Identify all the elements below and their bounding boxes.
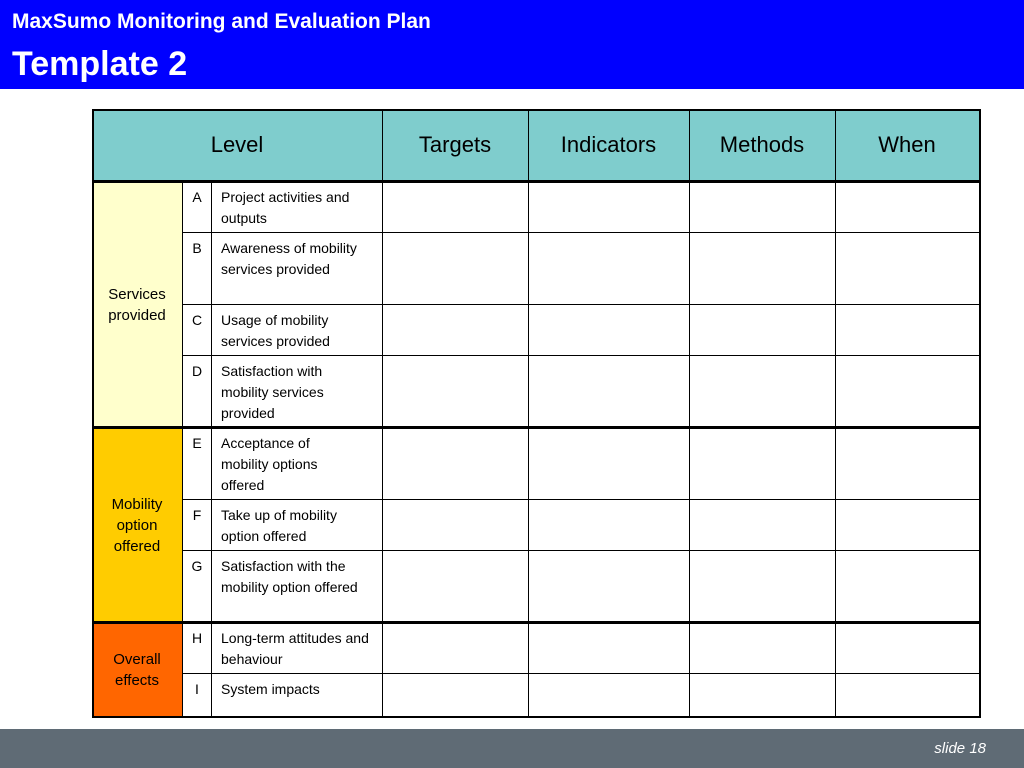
row-code: D [191,363,203,379]
row-description: Acceptance of mobility options offered [221,435,318,493]
grid-line [182,550,979,551]
grid-line [182,232,979,233]
group-overall-effects: Overall effects [92,624,182,716]
row-code: B [192,240,202,256]
column-header-indicators: Indicators [528,109,689,181]
column-header-when: When [835,109,979,181]
group-services-provided: Services provided [92,182,182,427]
row-description: Project activities and outputs [221,189,350,226]
slide-header [0,0,1024,89]
row-description: Long-term attitudes and behaviour [221,630,369,667]
grid-line [689,109,690,716]
row-code: F [192,507,202,523]
grid-line [182,673,979,674]
grid-line [182,355,979,356]
row-description: Awareness of mobility services provided [221,240,357,277]
row-code: A [192,189,202,205]
group-separator [92,426,981,429]
group-mobility-option-offered: Mobility option offered [92,429,182,622]
header-separator [92,180,981,183]
grid-line [182,182,183,716]
grid-line [382,109,383,716]
grid-line [182,304,979,305]
slide-subtitle: MaxSumo Monitoring and Evaluation Plan [12,10,431,33]
column-header-level: Level [92,109,382,181]
grid-line [182,499,979,500]
row-code: H [191,630,203,646]
grid-line [835,109,836,716]
slide-footer [0,729,1024,768]
slide-number: slide 18 [934,740,986,757]
column-header-methods: Methods [689,109,835,181]
row-description: Satisfaction with the mobility option offered [221,558,358,595]
grid-line [211,182,212,716]
group-separator [92,621,981,624]
row-code: E [192,435,202,451]
column-header-targets: Targets [382,109,528,181]
row-code: I [195,681,199,697]
monitoring-plan-table [92,109,981,718]
row-description: Satisfaction with mobility services provided [221,363,324,421]
row-description: Take up of mobility option offered [221,507,337,544]
row-description: Usage of mobility services provided [221,312,330,349]
row-code: G [191,558,203,574]
grid-line [528,109,529,716]
row-description: System impacts [221,681,320,697]
slide-title: Template 2 [12,45,188,83]
row-code: C [191,312,203,328]
